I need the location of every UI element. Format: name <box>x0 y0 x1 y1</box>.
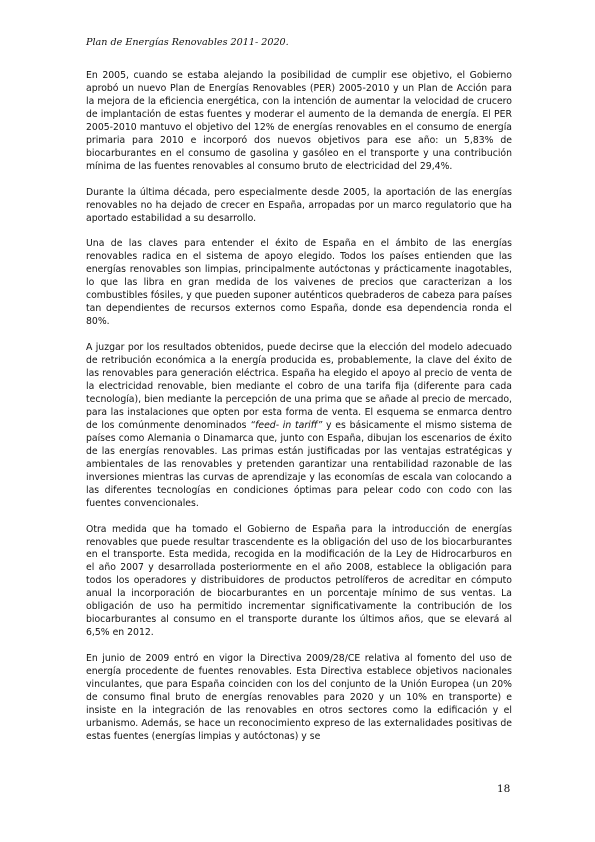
paragraph-directive-2009: En junio de 2009 entró en vigor la Directiva 2009/28/CE relativa al fomento del uso de energía procedente de fuentes renovables. Esta Directiva establece objetivos nacionales vinculantes, que para España coinciden con los del conjunto de la Unión Europea (un 20% de consumo final bruto de energías renovables para 2020 y un 10% en transporte) e insiste en la integración de las renovables en otros sectores como la edificación y el urbanismo. Además, se hace un reconocimiento expreso de las externalidades positivas de estas fuentes (energías limpias y autóctonas) y se <box>86 653 512 742</box>
paragraph-feed-in-tariff <box>86 342 512 510</box>
body-text <box>86 70 512 757</box>
paragraph-support-system: Una de las claves para entender el éxito de España en el ámbito de las energías renovables radica en el sistema de apoyo elegido. Todos los países entienden que las energías renovables son limpias, principalmente autóctonas y prácticamente inagotables, lo que las libra en gran medida de los vaivenes de precios que caracterizan a los combustibles fósiles, y que pueden suponer auténticos quebraderos de cabeza para países tan dependientes de recursos externos como España, donde esa dependencia ronda el 80%. <box>86 238 512 328</box>
paragraph-last-decade: Durante la última década, pero especialmente desde 2005, la aportación de las energías renovables no ha dejado de crecer en España, arropadas por un marco regulatorio que ha aportado estabilidad a su desarrollo. <box>86 186 512 224</box>
running-header: Plan de Energías Renovables 2011- 2020. <box>86 37 289 48</box>
paragraph-text-after: y es básicamente el mismo sistema de países como Alemania o Dinamarca que, junto con España, dibujan los escenarios de éxito de las energías renovables. Las primas están justificadas por las ventajas estratégicas y ambientales de las renovables y pretenden garantizar una rentabilidad razonable de las inversiones mientras las curvas de aprendizaje y las economías de escala van colocando a las diferentes tecnologías en condiciones óptimas para pelear codo con codo con las fuentes convencionales. <box>86 419 512 509</box>
page-number: 18 <box>497 783 511 795</box>
paragraph-per-2005-2010: En 2005, cuando se estaba alejando la posibilidad de cumplir ese objetivo, el Gobierno aprobó un nuevo Plan de Energías Renovables (PER) 2005-2010 y un Plan de Acción para la mejora de la eficiencia energética, con la intención de aumentar la velocidad de crucero de implantación de estas fuentes y moderar el aumento de la demanda de energía. El PER 2005-2010 mantuvo el objetivo del 12% de energías renovables en el consumo de energía primaria para 2010 e incorporó dos nuevos objetivos para ese año: un 5,83% de biocarburantes en el consumo de gasolina y gasóleo en el transporte y una contribución mínima de las fuentes renovables al consumo bruto de electricidad del 29,4%. <box>86 70 512 172</box>
paragraph-biofuels: Otra medida que ha tomado el Gobierno de España para la introducción de energías renovables que puede resultar trascendente es la obligación del uso de los biocarburantes en el transporte. Esta medida, recogida en la modificación de la Ley de Hidrocarburos en el año 2007 y desarrollada posteriormente en el año 2008, establece la obligación para todos los operadores y distribuidores de productos petrolíferos de acreditar en cómputo anual la incorporación de biocarburantes en un porcentaje mínimo de sus ventas. La obligación de uso ha permitido incrementar significativamente la contribución de los biocarburantes al consumo en el transporte durante los últimos años, que se elevará al 6,5% en 2012. <box>86 523 512 639</box>
feed-in-tariff-term: “feed- in tariff” <box>250 419 323 431</box>
paragraph-text-before: A juzgar por los resultados obtenidos, puede decirse que la elección del modelo adecuado de retribución económica a la energía producida es, probablemente, la clave del éxito de las renovables para generación eléctrica. España ha elegido el apoyo al precio de venta de la electricidad renovable, bien mediante el cobro de una tarifa fija (diferente para cada tecnología), bien mediante la percepción de una prima que se añade al precio de mercado, para las instalaciones que opten por esta forma de venta. El esquema se enmarca dentro de los comúnmente denominados <box>86 342 512 431</box>
